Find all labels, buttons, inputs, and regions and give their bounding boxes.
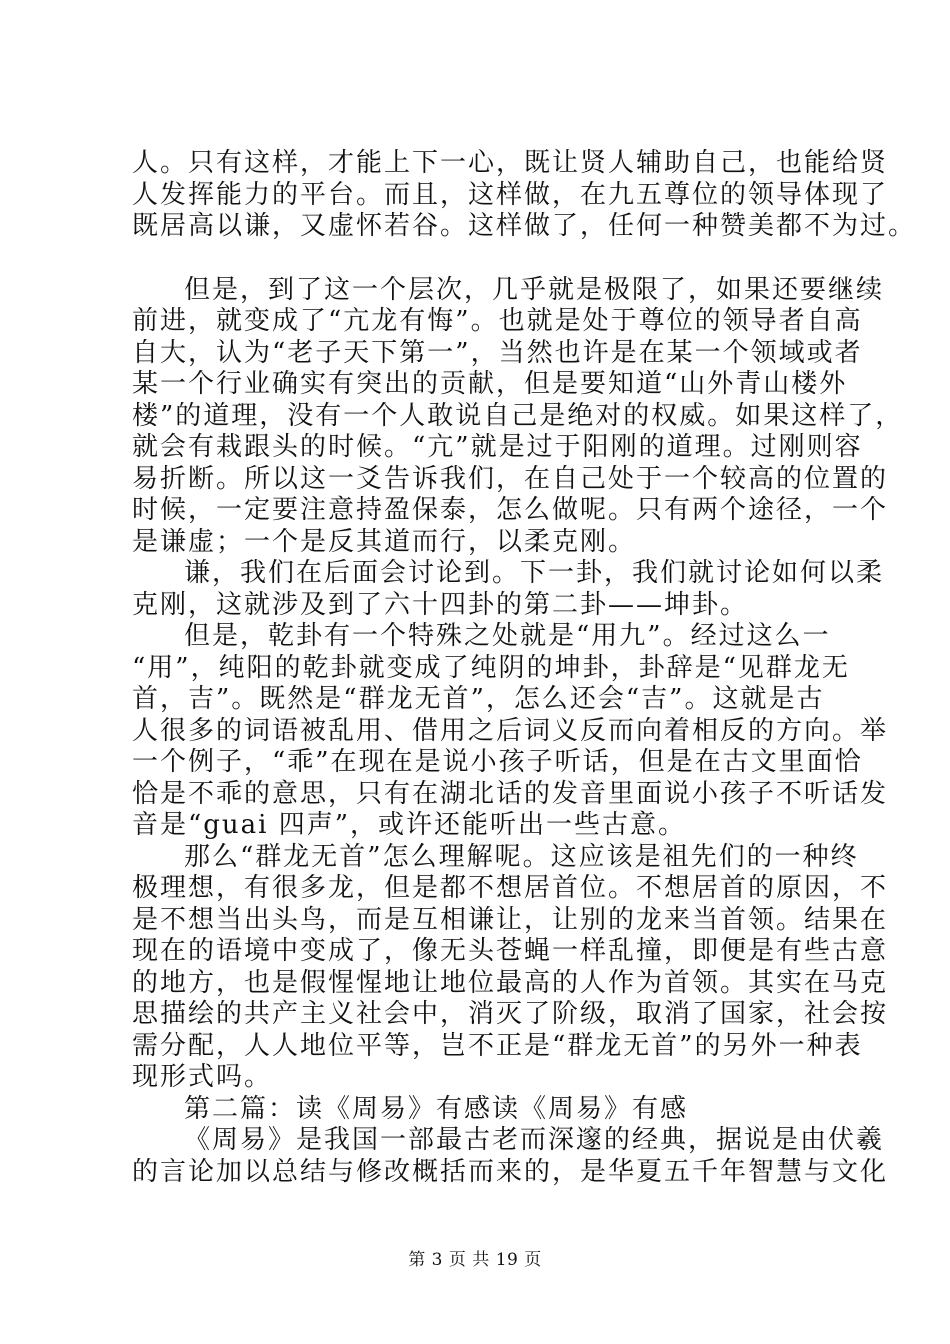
text-line: 的地方，也是假惺惺地让地位最高的人作为首领。其实在马克 — [132, 967, 889, 998]
text-line: 就会有栽跟头的时候。“亢”就是过于阳刚的道理。过刚则容 — [132, 432, 863, 462]
text-line: 但是，乾卦有一个特殊之处就是“用九”。经过这么一 — [184, 621, 831, 651]
text-line: 《周易》是我国一部最古老而深邃的经典，据说是由伏羲 — [184, 1125, 885, 1155]
text-line: 那么“群龙无首”怎么理解呢。这应该是祖先们的一种终 — [184, 841, 859, 872]
text-line: 极理想，有很多龙，但是都不想居首位。不想居首的原因，不 — [132, 873, 889, 903]
text-line: 音是“guai 四声”，或许还能听出一些古意。 — [132, 810, 687, 840]
text-line: 首，吉”。既然是“群龙无首”，怎么还会“吉”。这就是古 — [132, 684, 825, 714]
text-line: 时候，一定要注意持盈保泰，怎么做呢。只有两个途径，一个 — [132, 495, 889, 525]
text-line: 的言论加以总结与修改概括而来的，是华夏五千年智慧与文化 — [132, 1156, 889, 1187]
text-line: 但是，到了这一个层次，几乎就是极限了，如果还要继续 — [184, 274, 885, 305]
text-line: 谦，我们在后面会讨论到。下一卦，我们就讨论如何以柔 — [184, 558, 885, 588]
text-line: 自大，认为“老子天下第一”，当然也许是在某一个领域或者 — [132, 337, 863, 368]
paragraph — [132, 148, 917, 243]
text-line: 人发挥能力的平台。而且，这样做，在九五尊位的领导体现了 — [132, 179, 889, 210]
paragraph — [132, 1125, 889, 1188]
text-line: “用”，纯阳的乾卦就变成了纯阴的坤卦，卦辞是“见群龙无 — [132, 652, 850, 683]
text-line: 现形式吗。 — [132, 1062, 273, 1092]
text-line: 易折断。所以这一爻告诉我们，在自己处于一个较高的位置的 — [132, 463, 889, 494]
document-body — [132, 148, 917, 1188]
paragraph-spacer — [132, 243, 832, 275]
paragraph — [132, 841, 889, 1094]
text-line: 现在的语境中变成了，像无头苍蝇一样乱撞，即便是有些古意 — [132, 936, 889, 966]
text-line: 克刚，这就涉及到了六十四卦的第二卦——坤卦。 — [132, 589, 749, 620]
paragraph — [132, 1094, 832, 1126]
text-line: 需分配，人人地位平等，岂不正是“群龙无首”的另外一种表 — [132, 1030, 863, 1061]
text-line: 既居高以谦，又虚怀若谷。这样做了，任何一种赞美都不为过。 — [132, 211, 917, 241]
text-line: 一个例子，“乖”在现在是说小孩子听话，但是在古文里面恰 — [132, 747, 863, 777]
text-line: 某一个行业确实有突出的贡献，但是要知道“山外青山楼外 — [132, 369, 848, 399]
text-line: 第二篇：读《周易》有感读《周易》有感 — [184, 1093, 689, 1124]
text-line: 人很多的词语被乱用、借用之后词义反而向着相反的方向。举 — [132, 715, 889, 746]
text-line: 楼”的道理，没有一个人敢说自己是绝对的权威。如果这样了， — [132, 400, 904, 431]
paragraph — [132, 274, 904, 559]
text-line: 前进，就变成了“亢龙有悔”。也就是处于尊位的领导者自高 — [132, 306, 863, 336]
text-line: 是谦虚；一个是反其道而行，以柔克刚。 — [132, 526, 637, 557]
paragraph — [132, 558, 885, 621]
text-line: 恰是不乖的意思，只有在湖北话的发音里面说小孩子不听话发 — [132, 778, 889, 809]
text-line: 人。只有这样，才能上下一心，既让贤人辅助自己，也能给贤 — [132, 148, 889, 178]
page-number-footer: 第 3 页 共 19 页 — [408, 1250, 542, 1270]
paragraph — [132, 621, 889, 842]
text-line: 是不想当出头鸟，而是互相谦让，让别的龙来当首领。结果在 — [132, 904, 889, 935]
text-line: 思描绘的共产主义社会中，消灭了阶级，取消了国家，社会按 — [132, 999, 889, 1029]
